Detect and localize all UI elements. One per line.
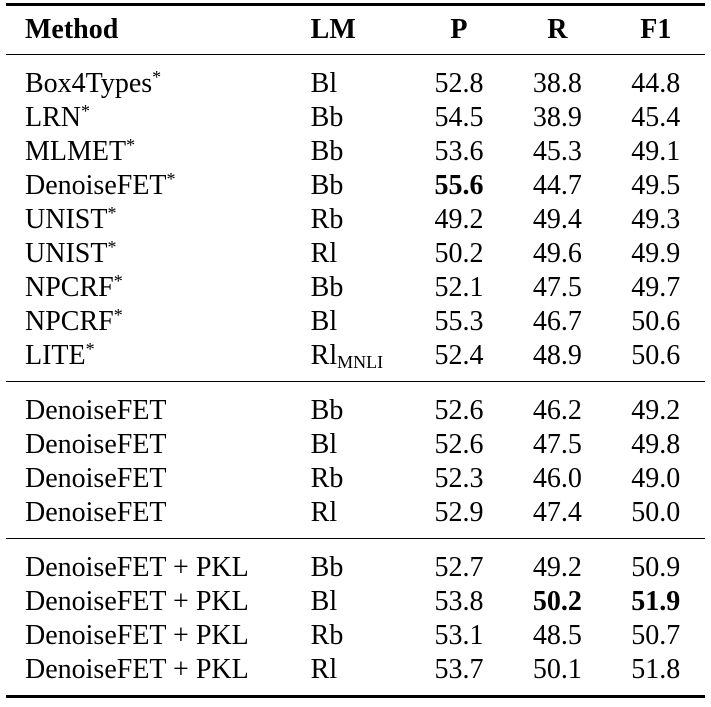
cell-method <box>6 169 311 203</box>
cell-method <box>6 585 311 619</box>
header-r: R <box>508 5 606 55</box>
method-name: UNIST <box>25 238 108 269</box>
table-row <box>6 55 705 102</box>
header-p: P <box>410 5 508 55</box>
cell-lm <box>311 653 410 697</box>
cell-p: 53.6 <box>434 136 484 167</box>
cell-f1: 49.2 <box>607 382 705 429</box>
lm-name: Rb <box>310 204 344 235</box>
table-row <box>6 271 705 305</box>
cell-method <box>6 462 311 496</box>
cell-r <box>508 585 606 619</box>
method-name: DenoiseFET <box>25 395 167 426</box>
cell-p: 53.7 <box>410 653 508 697</box>
cell-p: 52.9 <box>434 497 484 528</box>
cell-f1: 49.0 <box>631 463 681 494</box>
cell-r: 48.9 <box>532 340 582 371</box>
method-name: DenoiseFET + PKL <box>25 654 249 685</box>
lm-name: Rl <box>310 340 338 371</box>
cell-method <box>6 382 311 429</box>
cell-p: 52.1 <box>434 272 484 303</box>
table-body <box>6 55 705 697</box>
cell-method <box>6 339 311 382</box>
table-row <box>6 496 705 539</box>
cell-r: 48.5 <box>532 620 582 651</box>
cell-f1: 50.6 <box>631 340 681 371</box>
lm-name: Bl <box>310 429 338 460</box>
method-name: NPCRF <box>25 272 114 303</box>
star-marker: * <box>152 67 162 87</box>
cell-lm <box>311 55 410 102</box>
method-name: DenoiseFET <box>25 170 167 201</box>
lm-subscript: MNLI <box>337 352 384 372</box>
cell-lm <box>311 203 410 237</box>
lm-name: Bb <box>310 395 344 426</box>
cell-p: 52.7 <box>410 539 508 586</box>
cell-r: 44.7 <box>532 170 582 201</box>
best-value: 51.9 <box>631 586 681 617</box>
cell-p: 52.6 <box>410 382 508 429</box>
cell-method <box>6 237 311 271</box>
star-marker: * <box>107 237 117 257</box>
method-name: LITE <box>25 340 86 371</box>
cell-r: 47.5 <box>532 272 582 303</box>
cell-lm <box>311 382 410 429</box>
cell-lm <box>311 339 410 382</box>
cell-f1: 49.5 <box>631 170 681 201</box>
cell-lm <box>311 496 410 539</box>
cell-lm <box>311 585 410 619</box>
lm-name: Bb <box>310 136 344 167</box>
method-name: UNIST <box>25 204 108 235</box>
cell-lm <box>311 135 410 169</box>
table-row <box>6 339 705 382</box>
cell-method <box>6 203 311 237</box>
cell-f1: 45.4 <box>631 102 681 133</box>
star-marker: * <box>85 339 95 359</box>
table-row <box>6 169 705 203</box>
cell-r: 49.6 <box>532 238 582 269</box>
results-table <box>6 3 705 698</box>
cell-p: 54.5 <box>434 102 484 133</box>
cell-p: 52.4 <box>434 340 484 371</box>
table-row <box>6 619 705 653</box>
cell-r: 38.9 <box>532 102 582 133</box>
cell-p: 50.2 <box>434 238 484 269</box>
cell-lm <box>311 169 410 203</box>
cell-f1: 49.8 <box>631 429 681 460</box>
cell-f1: 49.9 <box>631 238 681 269</box>
cell-f1: 50.0 <box>631 497 681 528</box>
cell-p: 53.8 <box>434 586 484 617</box>
header-method: Method <box>6 5 311 55</box>
cell-method <box>6 305 311 339</box>
cell-method <box>6 496 311 539</box>
cell-method <box>6 271 311 305</box>
cell-p: 52.6 <box>434 429 484 460</box>
star-marker: * <box>81 101 90 121</box>
lm-name: Rl <box>310 497 338 528</box>
header-lm: LM <box>311 5 410 55</box>
cell-p: 52.3 <box>434 463 484 494</box>
lm-name: Bl <box>310 306 338 337</box>
lm-name: Rl <box>310 654 338 685</box>
star-marker: * <box>107 203 117 223</box>
lm-name: Rb <box>310 620 344 651</box>
cell-lm <box>311 101 410 135</box>
best-value: 55.6 <box>434 170 484 201</box>
cell-f1: 50.9 <box>607 539 705 586</box>
cell-f1: 51.8 <box>607 653 705 697</box>
method-name: DenoiseFET <box>25 463 167 494</box>
method-name: LRN <box>25 102 81 133</box>
cell-r: 46.0 <box>532 463 582 494</box>
method-name: DenoiseFET <box>25 429 167 460</box>
cell-method <box>6 619 311 653</box>
cell-f1: 44.8 <box>631 68 681 99</box>
cell-p: 55.3 <box>434 306 484 337</box>
lm-name: Bl <box>310 586 338 617</box>
cell-r: 45.3 <box>532 136 582 167</box>
cell-r: 46.2 <box>508 382 606 429</box>
cell-method <box>6 539 311 586</box>
lm-name: Bb <box>310 102 344 133</box>
cell-method <box>6 55 311 102</box>
cell-method <box>6 428 311 462</box>
header-f1: F1 <box>607 5 705 55</box>
cell-method <box>6 653 311 697</box>
cell-p <box>410 169 508 203</box>
cell-lm <box>311 539 410 586</box>
method-name: NPCRF <box>25 306 114 337</box>
cell-f1 <box>607 585 705 619</box>
method-name: DenoiseFET <box>25 497 167 528</box>
cell-p: 52.8 <box>434 68 484 99</box>
cell-lm <box>311 237 410 271</box>
cell-r: 49.4 <box>532 204 582 235</box>
cell-r: 46.7 <box>532 306 582 337</box>
lm-name: Bb <box>310 552 344 583</box>
method-name: MLMET <box>25 136 127 167</box>
cell-r: 47.5 <box>532 429 582 460</box>
header-row <box>6 5 705 55</box>
method-name: DenoiseFET + PKL <box>25 586 249 617</box>
cell-f1: 49.3 <box>631 204 681 235</box>
lm-name: Rb <box>310 463 344 494</box>
cell-r: 50.1 <box>508 653 606 697</box>
cell-f1: 50.6 <box>631 306 681 337</box>
table-row <box>6 585 705 619</box>
table-row <box>6 462 705 496</box>
table-row <box>6 237 705 271</box>
star-marker: * <box>113 305 123 325</box>
cell-lm <box>311 462 410 496</box>
cell-method <box>6 135 311 169</box>
lm-name: Bb <box>310 170 344 201</box>
cell-f1: 49.1 <box>631 136 681 167</box>
table-row <box>6 539 705 586</box>
table-row <box>6 653 705 697</box>
method-name: Box4Types <box>25 68 153 99</box>
method-name: DenoiseFET + PKL <box>25 552 249 583</box>
table-row <box>6 428 705 462</box>
cell-lm <box>311 305 410 339</box>
cell-f1: 50.7 <box>631 620 681 651</box>
lm-name: Bl <box>310 68 338 99</box>
cell-lm <box>311 619 410 653</box>
best-value: 50.2 <box>532 586 582 617</box>
cell-r: 49.2 <box>508 539 606 586</box>
table-row <box>6 135 705 169</box>
cell-r: 38.8 <box>532 68 582 99</box>
cell-p: 49.2 <box>434 204 484 235</box>
lm-name: Rl <box>310 238 338 269</box>
table-row <box>6 203 705 237</box>
star-marker: * <box>166 169 176 189</box>
cell-lm <box>311 428 410 462</box>
cell-f1: 49.7 <box>631 272 681 303</box>
cell-lm <box>311 271 410 305</box>
table-row <box>6 101 705 135</box>
star-marker: * <box>126 135 136 155</box>
star-marker: * <box>113 271 123 291</box>
cell-p: 53.1 <box>434 620 484 651</box>
lm-name: Bb <box>310 272 344 303</box>
table-row <box>6 305 705 339</box>
cell-r: 47.4 <box>532 497 582 528</box>
method-name: DenoiseFET + PKL <box>25 620 249 651</box>
table-row <box>6 382 705 429</box>
cell-method <box>6 101 311 135</box>
